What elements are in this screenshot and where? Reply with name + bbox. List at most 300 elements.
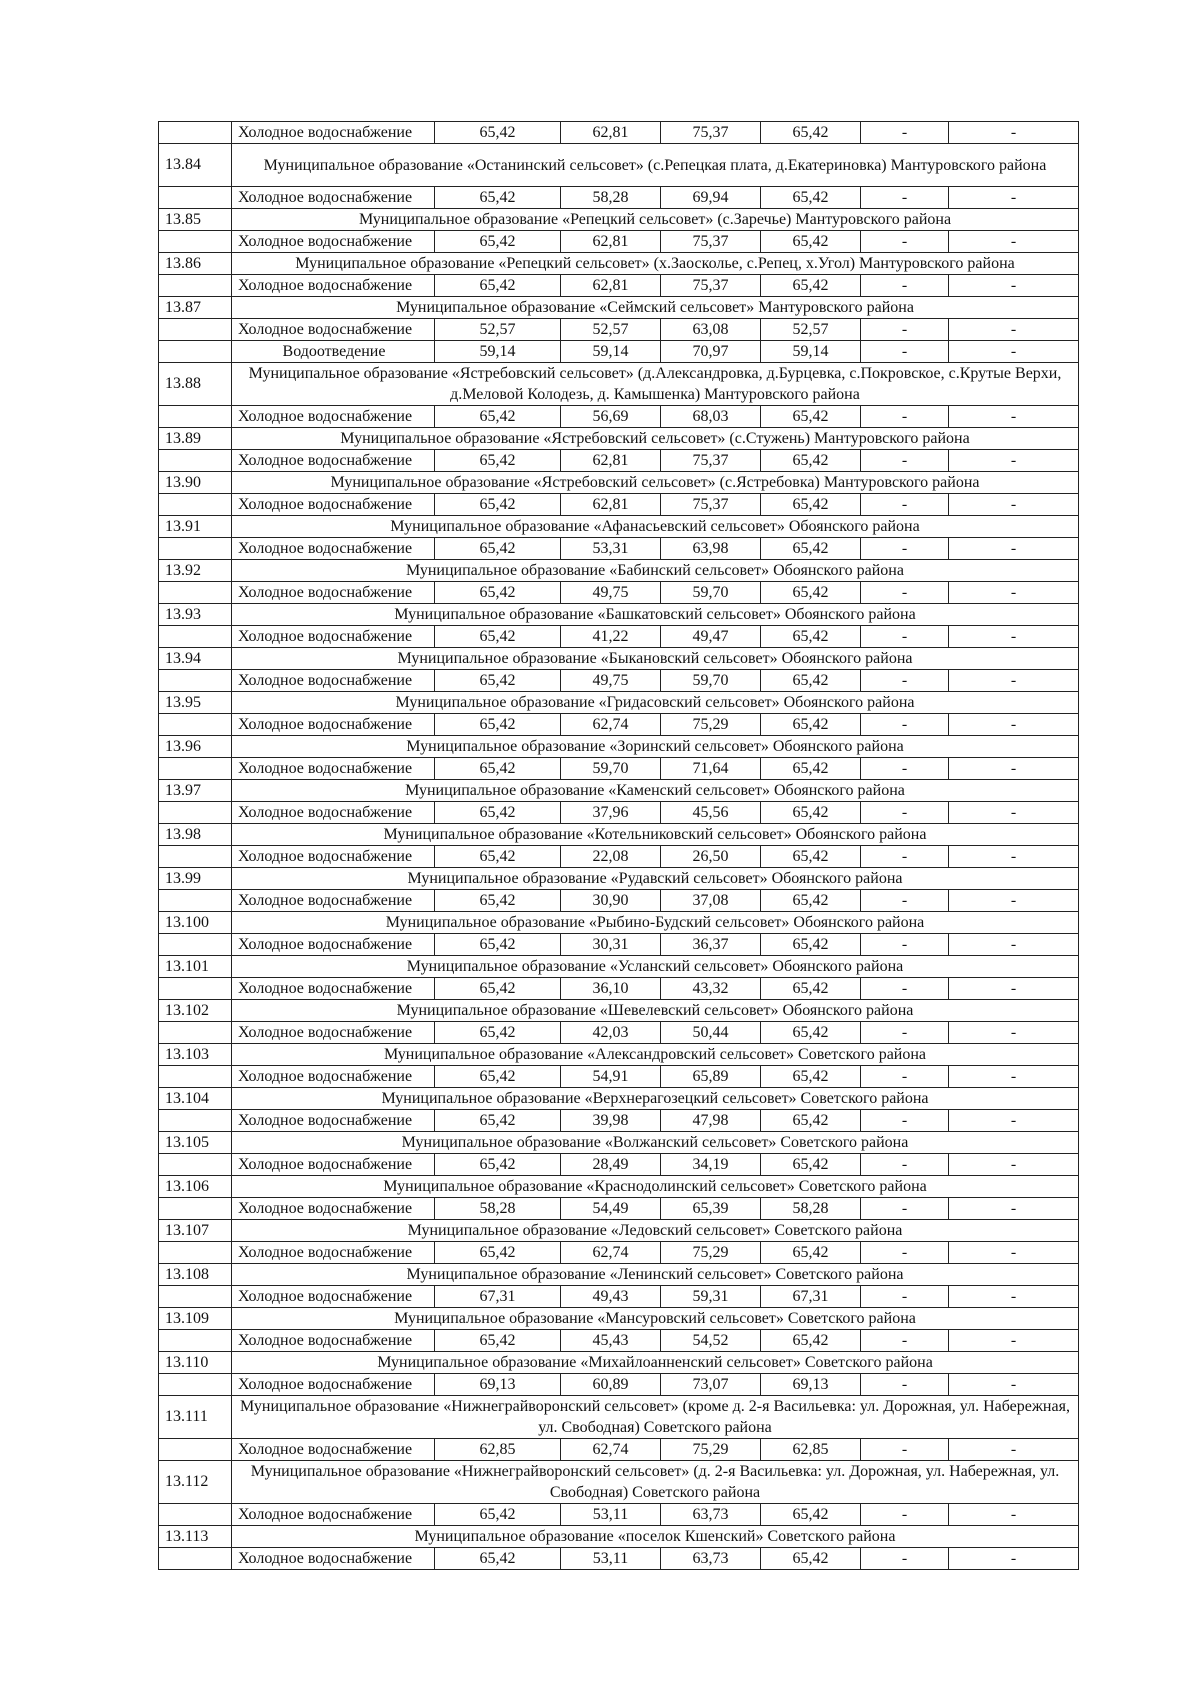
tariff-value-6: - <box>949 406 1079 428</box>
tariff-row <box>159 934 1079 956</box>
tariff-value-4: 62,85 <box>761 1439 861 1461</box>
section-title: Муниципальное образование «Ястребовский сельсовет» (с.Стужень) Мантуровского района <box>232 428 1079 450</box>
section-header-row <box>159 297 1079 319</box>
section-code: 13.89 <box>159 428 232 450</box>
tariff-value-5: - <box>861 1154 949 1176</box>
tariff-value-3: 59,31 <box>661 1286 761 1308</box>
section-header-row <box>159 1220 1079 1242</box>
tariff-row <box>159 846 1079 868</box>
empty-code-cell <box>159 846 232 868</box>
tariff-value-2: 30,90 <box>561 890 661 912</box>
empty-code-cell <box>159 1242 232 1264</box>
tariff-value-5: - <box>861 231 949 253</box>
empty-code-cell <box>159 1154 232 1176</box>
service-name: Холодное водоснабжение <box>232 319 435 341</box>
section-title: Муниципальное образование «Михайлоанненский сельсовет» Советского района <box>232 1352 1079 1374</box>
section-code: 13.84 <box>159 144 232 187</box>
tariff-value-4: 65,42 <box>761 1548 861 1570</box>
tariff-value-4: 65,42 <box>761 1110 861 1132</box>
section-header-row <box>159 1000 1079 1022</box>
section-code: 13.104 <box>159 1088 232 1110</box>
empty-code-cell <box>159 341 232 363</box>
section-code: 13.103 <box>159 1044 232 1066</box>
tariff-value-2: 54,91 <box>561 1066 661 1088</box>
tariff-value-6: - <box>949 978 1079 1000</box>
section-title: Муниципальное образование «Ястребовский сельсовет» (с.Ястребовка) Мантуровского района <box>232 472 1079 494</box>
tariff-value-4: 65,42 <box>761 538 861 560</box>
tariff-value-3: 69,94 <box>661 187 761 209</box>
tariff-value-4: 65,42 <box>761 890 861 912</box>
section-title: Муниципальное образование «Гридасовский сельсовет» Обоянского района <box>232 692 1079 714</box>
tariff-value-4: 65,42 <box>761 934 861 956</box>
section-code: 13.105 <box>159 1132 232 1154</box>
tariff-value-4: 58,28 <box>761 1198 861 1220</box>
tariff-value-6: - <box>949 187 1079 209</box>
service-name: Холодное водоснабжение <box>232 670 435 692</box>
section-title: Муниципальное образование «Башкатовский сельсовет» Обоянского района <box>232 604 1079 626</box>
service-name: Холодное водоснабжение <box>232 1110 435 1132</box>
tariff-value-5: - <box>861 1548 949 1570</box>
tariff-value-3: 75,29 <box>661 1439 761 1461</box>
tariff-value-4: 65,42 <box>761 1022 861 1044</box>
service-name: Холодное водоснабжение <box>232 758 435 780</box>
service-name: Холодное водоснабжение <box>232 1022 435 1044</box>
tariff-row <box>159 758 1079 780</box>
tariff-value-1: 65,42 <box>435 406 561 428</box>
section-title: Муниципальное образование «Ледовский сельсовет» Советского района <box>232 1220 1079 1242</box>
section-code: 13.90 <box>159 472 232 494</box>
tariff-value-2: 62,81 <box>561 494 661 516</box>
tariff-value-3: 70,97 <box>661 341 761 363</box>
empty-code-cell <box>159 231 232 253</box>
tariff-value-1: 65,42 <box>435 802 561 824</box>
section-header-row <box>159 253 1079 275</box>
tariff-value-5: - <box>861 846 949 868</box>
tariff-value-4: 65,42 <box>761 122 861 144</box>
tariff-value-2: 54,49 <box>561 1198 661 1220</box>
tariff-value-4: 65,42 <box>761 231 861 253</box>
tariff-value-1: 65,42 <box>435 670 561 692</box>
empty-code-cell <box>159 714 232 736</box>
tariff-value-4: 59,14 <box>761 341 861 363</box>
empty-code-cell <box>159 275 232 297</box>
tariff-value-3: 63,73 <box>661 1548 761 1570</box>
section-code: 13.98 <box>159 824 232 846</box>
tariff-value-6: - <box>949 714 1079 736</box>
tariff-value-1: 65,42 <box>435 1242 561 1264</box>
tariff-value-3: 36,37 <box>661 934 761 956</box>
tariff-value-3: 75,37 <box>661 450 761 472</box>
empty-code-cell <box>159 1198 232 1220</box>
tariff-value-3: 65,89 <box>661 1066 761 1088</box>
tariff-value-6: - <box>949 538 1079 560</box>
section-title: Муниципальное образование «Репецкий сельсовет» (х.Заосколье, с.Репец, х.Угол) Мантуровского района <box>232 253 1079 275</box>
tariff-value-1: 69,13 <box>435 1374 561 1396</box>
section-title: Муниципальное образование «Ястребовский сельсовет» (д.Александровка, д.Бурцевка, с.Покровское, с.Крутые Верхи, д.Меловой Колодезь, д. Камышенка) Мантуровского района <box>232 363 1079 406</box>
service-name: Холодное водоснабжение <box>232 538 435 560</box>
tariff-value-1: 65,42 <box>435 714 561 736</box>
tariff-value-2: 59,14 <box>561 341 661 363</box>
section-title: Муниципальное образование «Рыбино-Будский сельсовет» Обоянского района <box>232 912 1079 934</box>
empty-code-cell <box>159 538 232 560</box>
tariff-value-1: 59,14 <box>435 341 561 363</box>
section-header-row <box>159 824 1079 846</box>
tariff-value-6: - <box>949 582 1079 604</box>
section-code: 13.87 <box>159 297 232 319</box>
tariff-value-4: 65,42 <box>761 1242 861 1264</box>
tariff-value-6: - <box>949 1330 1079 1352</box>
tariff-value-6: - <box>949 341 1079 363</box>
tariff-row <box>159 341 1079 363</box>
tariff-value-2: 30,31 <box>561 934 661 956</box>
empty-code-cell <box>159 1548 232 1570</box>
section-header-row <box>159 1526 1079 1548</box>
service-name: Холодное водоснабжение <box>232 1504 435 1526</box>
empty-code-cell <box>159 1374 232 1396</box>
service-name: Холодное водоснабжение <box>232 1439 435 1461</box>
tariff-value-6: - <box>949 1022 1079 1044</box>
tariff-value-5: - <box>861 1286 949 1308</box>
tariff-row <box>159 1286 1079 1308</box>
tariff-value-6: - <box>949 231 1079 253</box>
section-title: Муниципальное образование «Рудавский сельсовет» Обоянского района <box>232 868 1079 890</box>
tariff-value-5: - <box>861 1242 949 1264</box>
tariff-value-3: 75,37 <box>661 494 761 516</box>
tariff-value-1: 65,42 <box>435 1022 561 1044</box>
tariff-value-5: - <box>861 890 949 912</box>
service-name: Холодное водоснабжение <box>232 1330 435 1352</box>
service-name: Холодное водоснабжение <box>232 122 435 144</box>
tariff-value-3: 75,37 <box>661 122 761 144</box>
section-header-row <box>159 144 1079 187</box>
tariff-value-5: - <box>861 1110 949 1132</box>
tariff-value-2: 49,75 <box>561 582 661 604</box>
tariff-value-2: 62,81 <box>561 231 661 253</box>
empty-code-cell <box>159 1330 232 1352</box>
tariff-value-6: - <box>949 846 1079 868</box>
section-title: Муниципальное образование «Усланский сельсовет» Обоянского района <box>232 956 1079 978</box>
section-code: 13.100 <box>159 912 232 934</box>
section-title: Муниципальное образование «Афанасьевский сельсовет» Обоянского района <box>232 516 1079 538</box>
tariff-value-6: - <box>949 802 1079 824</box>
tariff-value-3: 71,64 <box>661 758 761 780</box>
tariff-value-5: - <box>861 275 949 297</box>
tariff-value-4: 65,42 <box>761 846 861 868</box>
empty-code-cell <box>159 1022 232 1044</box>
section-title: Муниципальное образование «Бабинский сельсовет» Обоянского района <box>232 560 1079 582</box>
tariff-value-6: - <box>949 1198 1079 1220</box>
tariff-value-1: 65,42 <box>435 275 561 297</box>
section-header-row <box>159 1352 1079 1374</box>
tariff-value-4: 65,42 <box>761 1154 861 1176</box>
tariff-value-1: 65,42 <box>435 1154 561 1176</box>
service-name: Холодное водоснабжение <box>232 846 435 868</box>
tariff-value-5: - <box>861 122 949 144</box>
tariff-value-5: - <box>861 758 949 780</box>
section-code: 13.109 <box>159 1308 232 1330</box>
tariff-value-6: - <box>949 450 1079 472</box>
tariff-value-6: - <box>949 1154 1079 1176</box>
empty-code-cell <box>159 450 232 472</box>
service-name: Холодное водоснабжение <box>232 450 435 472</box>
tariff-value-4: 52,57 <box>761 319 861 341</box>
empty-code-cell <box>159 1286 232 1308</box>
tariff-value-1: 65,42 <box>435 1066 561 1088</box>
tariff-row <box>159 1066 1079 1088</box>
tariff-row <box>159 187 1079 209</box>
tariff-value-6: - <box>949 1548 1079 1570</box>
tariff-value-3: 75,37 <box>661 231 761 253</box>
tariff-value-6: - <box>949 1242 1079 1264</box>
section-code: 13.106 <box>159 1176 232 1198</box>
tariff-row <box>159 450 1079 472</box>
tariff-value-3: 54,52 <box>661 1330 761 1352</box>
tariff-value-2: 62,81 <box>561 275 661 297</box>
tariff-row <box>159 538 1079 560</box>
section-code: 13.86 <box>159 253 232 275</box>
section-code: 13.111 <box>159 1396 232 1439</box>
section-title: Муниципальное образование «Нижнеграйворонский сельсовет» (кроме д. 2-я Васильевка: ул. Дорожная, ул. Набережная, ул. Свободная) Советского района <box>232 1396 1079 1439</box>
tariff-value-1: 65,42 <box>435 450 561 472</box>
tariff-value-4: 65,42 <box>761 582 861 604</box>
empty-code-cell <box>159 1110 232 1132</box>
tariff-value-6: - <box>949 1110 1079 1132</box>
tariff-value-1: 65,42 <box>435 978 561 1000</box>
section-code: 13.96 <box>159 736 232 758</box>
tariff-value-3: 45,56 <box>661 802 761 824</box>
tariff-value-2: 62,74 <box>561 714 661 736</box>
tariff-value-1: 65,42 <box>435 582 561 604</box>
empty-code-cell <box>159 1439 232 1461</box>
section-code: 13.99 <box>159 868 232 890</box>
section-header-row <box>159 472 1079 494</box>
tariff-value-5: - <box>861 1504 949 1526</box>
empty-code-cell <box>159 582 232 604</box>
tariff-value-6: - <box>949 1504 1079 1526</box>
tariff-value-6: - <box>949 1374 1079 1396</box>
section-title: Муниципальное образование «Мансуровский сельсовет» Советского района <box>232 1308 1079 1330</box>
tariff-value-4: 65,42 <box>761 1330 861 1352</box>
tariff-value-3: 63,73 <box>661 1504 761 1526</box>
section-header-row <box>159 1044 1079 1066</box>
tariff-value-6: - <box>949 890 1079 912</box>
tariff-row <box>159 978 1079 1000</box>
tariff-row <box>159 1110 1079 1132</box>
tariff-value-4: 67,31 <box>761 1286 861 1308</box>
tariff-value-5: - <box>861 978 949 1000</box>
tariff-row <box>159 714 1079 736</box>
tariff-row <box>159 1504 1079 1526</box>
tariff-value-2: 52,57 <box>561 319 661 341</box>
tariff-value-5: - <box>861 494 949 516</box>
tariff-value-1: 65,42 <box>435 934 561 956</box>
section-header-row <box>159 209 1079 231</box>
tariff-value-3: 63,08 <box>661 319 761 341</box>
tariff-value-3: 59,70 <box>661 670 761 692</box>
section-title: Муниципальное образование «Александровский сельсовет» Советского района <box>232 1044 1079 1066</box>
tariff-value-4: 65,42 <box>761 406 861 428</box>
section-title: Муниципальное образование «поселок Кшенский» Советского района <box>232 1526 1079 1548</box>
tariff-row <box>159 626 1079 648</box>
tariff-value-3: 75,29 <box>661 714 761 736</box>
section-title: Муниципальное образование «Каменский сельсовет» Обоянского района <box>232 780 1079 802</box>
empty-code-cell <box>159 626 232 648</box>
tariff-value-3: 43,32 <box>661 978 761 1000</box>
tariff-value-6: - <box>949 1286 1079 1308</box>
section-code: 13.88 <box>159 363 232 406</box>
tariff-value-3: 50,44 <box>661 1022 761 1044</box>
tariff-value-6: - <box>949 670 1079 692</box>
tariff-value-5: - <box>861 406 949 428</box>
tariff-value-4: 65,42 <box>761 802 861 824</box>
tariff-value-6: - <box>949 626 1079 648</box>
tariff-value-4: 65,42 <box>761 450 861 472</box>
service-name: Холодное водоснабжение <box>232 714 435 736</box>
section-code: 13.102 <box>159 1000 232 1022</box>
section-header-row <box>159 560 1079 582</box>
tariff-value-5: - <box>861 1198 949 1220</box>
tariff-value-1: 65,42 <box>435 1548 561 1570</box>
service-name: Холодное водоснабжение <box>232 582 435 604</box>
tariff-value-3: 49,47 <box>661 626 761 648</box>
section-title: Муниципальное образование «Верхнерагозецкий сельсовет» Советского района <box>232 1088 1079 1110</box>
tariff-value-2: 53,11 <box>561 1504 661 1526</box>
tariff-row <box>159 1439 1079 1461</box>
tariff-value-1: 67,31 <box>435 1286 561 1308</box>
service-name: Холодное водоснабжение <box>232 934 435 956</box>
tariff-value-2: 58,28 <box>561 187 661 209</box>
service-name: Холодное водоснабжение <box>232 1154 435 1176</box>
tariff-value-5: - <box>861 1022 949 1044</box>
tariff-value-5: - <box>861 626 949 648</box>
section-header-row <box>159 604 1079 626</box>
tariff-value-5: - <box>861 1066 949 1088</box>
tariff-value-5: - <box>861 582 949 604</box>
tariff-value-4: 65,42 <box>761 275 861 297</box>
section-code: 13.85 <box>159 209 232 231</box>
tariff-value-2: 62,81 <box>561 450 661 472</box>
section-code: 13.113 <box>159 1526 232 1548</box>
service-name: Холодное водоснабжение <box>232 1286 435 1308</box>
tariff-row <box>159 1374 1079 1396</box>
tariff-value-2: 56,69 <box>561 406 661 428</box>
section-title: Муниципальное образование «Сеймский сельсовет» Мантуровского района <box>232 297 1079 319</box>
section-code: 13.101 <box>159 956 232 978</box>
tariff-row <box>159 1198 1079 1220</box>
empty-code-cell <box>159 934 232 956</box>
empty-code-cell <box>159 406 232 428</box>
tariff-value-5: - <box>861 341 949 363</box>
service-name: Холодное водоснабжение <box>232 494 435 516</box>
tariff-value-1: 65,42 <box>435 1330 561 1352</box>
tariff-row <box>159 890 1079 912</box>
section-title: Муниципальное образование «Быкановский сельсовет» Обоянского района <box>232 648 1079 670</box>
empty-code-cell <box>159 978 232 1000</box>
tariff-value-1: 52,57 <box>435 319 561 341</box>
tariff-value-6: - <box>949 758 1079 780</box>
empty-code-cell <box>159 1066 232 1088</box>
tariff-row <box>159 122 1079 144</box>
tariff-row <box>159 1154 1079 1176</box>
tariff-value-1: 65,42 <box>435 187 561 209</box>
tariff-value-4: 65,42 <box>761 187 861 209</box>
empty-code-cell <box>159 890 232 912</box>
tariff-value-5: - <box>861 802 949 824</box>
tariff-value-3: 26,50 <box>661 846 761 868</box>
section-title: Муниципальное образование «Шевелевский сельсовет» Обоянского района <box>232 1000 1079 1022</box>
tariff-value-2: 39,98 <box>561 1110 661 1132</box>
service-name: Холодное водоснабжение <box>232 1374 435 1396</box>
section-code: 13.97 <box>159 780 232 802</box>
section-header-row <box>159 648 1079 670</box>
service-name: Холодное водоснабжение <box>232 978 435 1000</box>
tariff-value-5: - <box>861 1439 949 1461</box>
service-name: Холодное водоснабжение <box>232 802 435 824</box>
tariff-row <box>159 494 1079 516</box>
tariff-row <box>159 231 1079 253</box>
section-title: Муниципальное образование «Нижнеграйворонский сельсовет» (д. 2-я Васильевка: ул. Дорожная, ул. Набережная, ул. Свободная) Советского района <box>232 1461 1079 1504</box>
tariff-value-4: 65,42 <box>761 1504 861 1526</box>
section-code: 13.110 <box>159 1352 232 1374</box>
tariff-value-2: 36,10 <box>561 978 661 1000</box>
tariff-value-4: 69,13 <box>761 1374 861 1396</box>
tariff-value-6: - <box>949 494 1079 516</box>
section-title: Муниципальное образование «Зоринский сельсовет» Обоянского района <box>232 736 1079 758</box>
tariff-value-2: 49,43 <box>561 1286 661 1308</box>
service-name: Холодное водоснабжение <box>232 1242 435 1264</box>
tariff-value-3: 75,37 <box>661 275 761 297</box>
tariff-value-3: 59,70 <box>661 582 761 604</box>
tariff-value-1: 65,42 <box>435 890 561 912</box>
tariff-row <box>159 1242 1079 1264</box>
section-header-row <box>159 868 1079 890</box>
tariff-value-5: - <box>861 1374 949 1396</box>
tariff-value-2: 22,08 <box>561 846 661 868</box>
tariff-value-2: 49,75 <box>561 670 661 692</box>
tariff-value-6: - <box>949 1439 1079 1461</box>
section-header-row <box>159 428 1079 450</box>
service-name: Холодное водоснабжение <box>232 1198 435 1220</box>
tariff-value-4: 65,42 <box>761 1066 861 1088</box>
section-header-row <box>159 1308 1079 1330</box>
tariff-value-1: 65,42 <box>435 626 561 648</box>
tariff-row <box>159 802 1079 824</box>
section-title: Муниципальное образование «Останинский сельсовет» (с.Репецкая плата, д.Екатериновка) Мантуровского района <box>232 144 1079 187</box>
section-header-row <box>159 1176 1079 1198</box>
tariff-value-5: - <box>861 187 949 209</box>
section-header-row <box>159 516 1079 538</box>
tariff-value-3: 63,98 <box>661 538 761 560</box>
service-name: Водоотведение <box>232 341 435 363</box>
service-name: Холодное водоснабжение <box>232 1548 435 1570</box>
tariff-row <box>159 1548 1079 1570</box>
section-code: 13.91 <box>159 516 232 538</box>
section-header-row <box>159 912 1079 934</box>
tariff-value-1: 65,42 <box>435 538 561 560</box>
section-header-row <box>159 1264 1079 1286</box>
tariff-value-3: 65,39 <box>661 1198 761 1220</box>
tariff-value-4: 65,42 <box>761 978 861 1000</box>
empty-code-cell <box>159 758 232 780</box>
tariff-row <box>159 1330 1079 1352</box>
empty-code-cell <box>159 1504 232 1526</box>
tariff-value-2: 41,22 <box>561 626 661 648</box>
tariff-value-4: 65,42 <box>761 626 861 648</box>
service-name: Холодное водоснабжение <box>232 1066 435 1088</box>
section-title: Муниципальное образование «Репецкий сельсовет» (с.Заречье) Мантуровского района <box>232 209 1079 231</box>
tariff-value-5: - <box>861 450 949 472</box>
tariff-value-1: 65,42 <box>435 1504 561 1526</box>
